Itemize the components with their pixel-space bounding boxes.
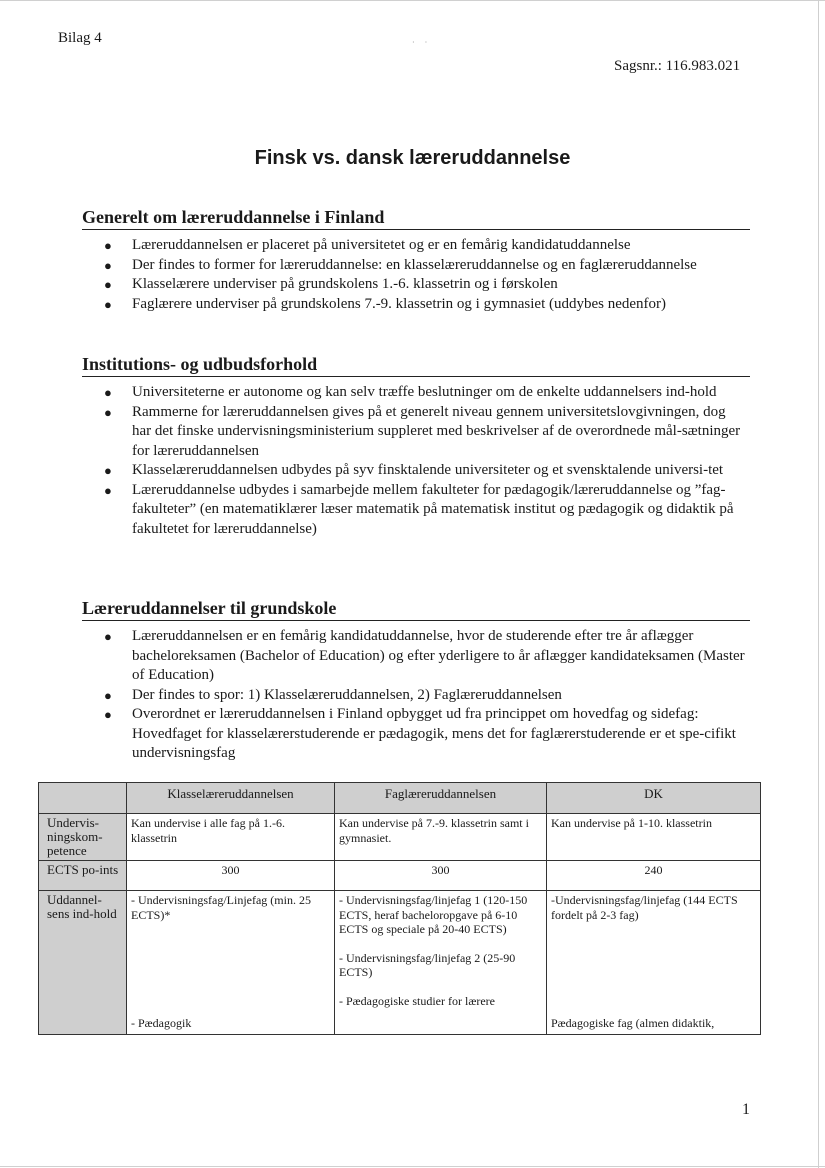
table-cell: 300 xyxy=(127,861,335,891)
appendix-label: Bilag 4 xyxy=(58,30,102,46)
bullet-icon: ● xyxy=(104,296,112,312)
list-item-text: Klasselærere underviser på grundskolens 1.-6. klassetrin og i førskolen xyxy=(132,276,558,292)
table-corner-cell xyxy=(39,783,127,814)
comparison-table xyxy=(38,782,761,1035)
table-cell xyxy=(335,891,547,1035)
cell-text: Pædagogiske fag (almen didaktik, xyxy=(551,1016,715,1030)
bullet-icon: ● xyxy=(104,238,112,253)
bullet-icon: ● xyxy=(104,629,112,644)
case-number: Sagsnr.: 116.983.021 xyxy=(614,58,741,74)
row-header: Uddannel-sens ind-hold xyxy=(39,891,127,1035)
list-item-text: Klasselæreruddannelsen udbydes på syv finsktalende universiteter og et svensktalende universi-tet xyxy=(132,462,724,478)
table-row xyxy=(39,891,761,1035)
list-item xyxy=(82,275,750,295)
list-item xyxy=(82,295,750,315)
list-item-text: Der findes to spor: 1) Klasselæreruddannelsen, 2) Faglæreruddannelsen xyxy=(132,686,562,703)
cell-text: - Undervisningsfag/Linjefag (min. 25 ECTS)* xyxy=(131,893,311,922)
bullet-icon: ● xyxy=(104,482,112,498)
bullet-icon: ● xyxy=(104,404,112,420)
list-item-text: Universiteterne er autonome og kan selv træffe beslutninger om de enkelte uddannelsers ind-hold xyxy=(132,384,717,400)
list-item-text: Læreruddannelsen er en femårig kandidatuddannelse, hvor de studerende efter tre år aflægger bacheloreksamen (Bachelor of Education) og efter yderligere to år aflægger kandidateksamen (Master of Education) xyxy=(132,628,745,683)
bullet-list xyxy=(82,236,750,314)
table-header-row xyxy=(39,783,761,814)
table-cell xyxy=(127,891,335,1035)
bullet-icon: ● xyxy=(104,385,112,400)
table-row xyxy=(39,861,761,891)
list-item xyxy=(82,705,750,764)
section-institutions xyxy=(82,353,750,539)
bullet-icon: ● xyxy=(104,277,112,292)
list-item-text: Læreruddannelsen er placeret på universitetet og er en femårig kandidatuddannelse xyxy=(132,237,631,253)
list-item-text: Rammerne for læreruddannelsen gives på et generelt niveau gennem universitetslovgivningen, dog har det finske undervisningsministerium suppleret med beskrivelser af de overordnede mål-sætninger for læreruddannelsen xyxy=(132,403,741,459)
list-item-text: Læreruddannelse udbydes i samarbejde mellem fakulteter for pædagogik/læreruddannelse og ”fag-fakulteter” (en matematiklærer læser matematik på matematisk institut og pædagogik og didaktik på fakultetet for læreruddannelse) xyxy=(132,481,734,537)
section-heading: Generelt om læreruddannelse i Finland xyxy=(82,206,750,230)
table-cell: 300 xyxy=(335,861,547,891)
cell-text: - Undervisningsfag/linjefag 1 (120-150 ECTS, heraf bacheloropgave på 6-10 ECTS og speciale på 20-40 ECTS) xyxy=(339,893,528,936)
bullet-icon: ● xyxy=(104,463,112,478)
table-cell: Kan undervise på 1-10. klassetrin xyxy=(547,814,761,861)
table-cell xyxy=(547,891,761,1035)
list-item-text: Faglærere underviser på grundskolens 7.-9. klassetrin og i gymnasiet (uddybes nedenfor) xyxy=(132,295,667,312)
table-row xyxy=(39,814,761,861)
cell-text: - Undervisningsfag/linjefag 2 (25-90 ECTS) xyxy=(339,950,516,979)
section-heading: Institutions- og udbudsforhold xyxy=(82,353,750,377)
list-item xyxy=(82,236,750,256)
section-primary-school-programs xyxy=(82,597,750,764)
list-item xyxy=(82,481,750,540)
scan-edge-right xyxy=(818,0,819,1168)
list-item-text: Overordnet er læreruddannelsen i Finland opbygget ud fra princippet om hovedfag og sidefag: Hovedfaget for klasselærerstuderende er pædagogik, mens det for faglærerstuderende er et spe-cifikt undervisningsfag xyxy=(132,706,736,761)
list-item xyxy=(82,256,750,276)
column-header: Klasselæreruddannelsen xyxy=(127,783,335,814)
table-cell: Kan undervise på 7.-9. klassetrin samt i gymnasiet. xyxy=(335,814,547,861)
list-item xyxy=(82,461,750,481)
bullet-icon: ● xyxy=(104,257,112,273)
table-cell: 240 xyxy=(547,861,761,891)
list-item xyxy=(82,627,750,686)
cell-text: -Undervisningsfag/linjefag (144 ECTS fordelt på 2-3 fag) xyxy=(551,893,738,922)
list-item xyxy=(82,383,750,403)
section-general xyxy=(82,206,750,314)
table-cell: Kan undervise i alle fag på 1.-6. klassetrin xyxy=(127,814,335,861)
column-header: Faglæreruddannelsen xyxy=(335,783,547,814)
page-number: 1 xyxy=(742,1101,750,1118)
cell-text: - Pædagogiske studier for lærere xyxy=(339,993,495,1008)
row-header: Undervis-ningskom-petence xyxy=(39,814,127,861)
scan-edge-bottom xyxy=(0,1166,825,1167)
list-item xyxy=(82,686,750,706)
bullet-list xyxy=(82,383,750,539)
list-item xyxy=(82,403,750,462)
bullet-icon: ● xyxy=(104,687,112,703)
document-title: Finsk vs. dansk læreruddannelse xyxy=(254,147,571,169)
cell-text: - Pædagogik xyxy=(131,1016,192,1030)
bullet-icon: ● xyxy=(104,707,112,722)
scan-speck-mark: · · xyxy=(412,38,432,47)
scan-edge-top xyxy=(0,0,825,1)
row-header: ECTS po-ints xyxy=(39,861,127,891)
list-item-text: Der findes to former for læreruddannelse: en klasselæreruddannelse og en faglæreruddannelse xyxy=(132,256,697,273)
section-heading: Læreruddannelser til grundskole xyxy=(82,597,750,621)
bullet-list xyxy=(82,627,750,764)
column-header: DK xyxy=(547,783,761,814)
